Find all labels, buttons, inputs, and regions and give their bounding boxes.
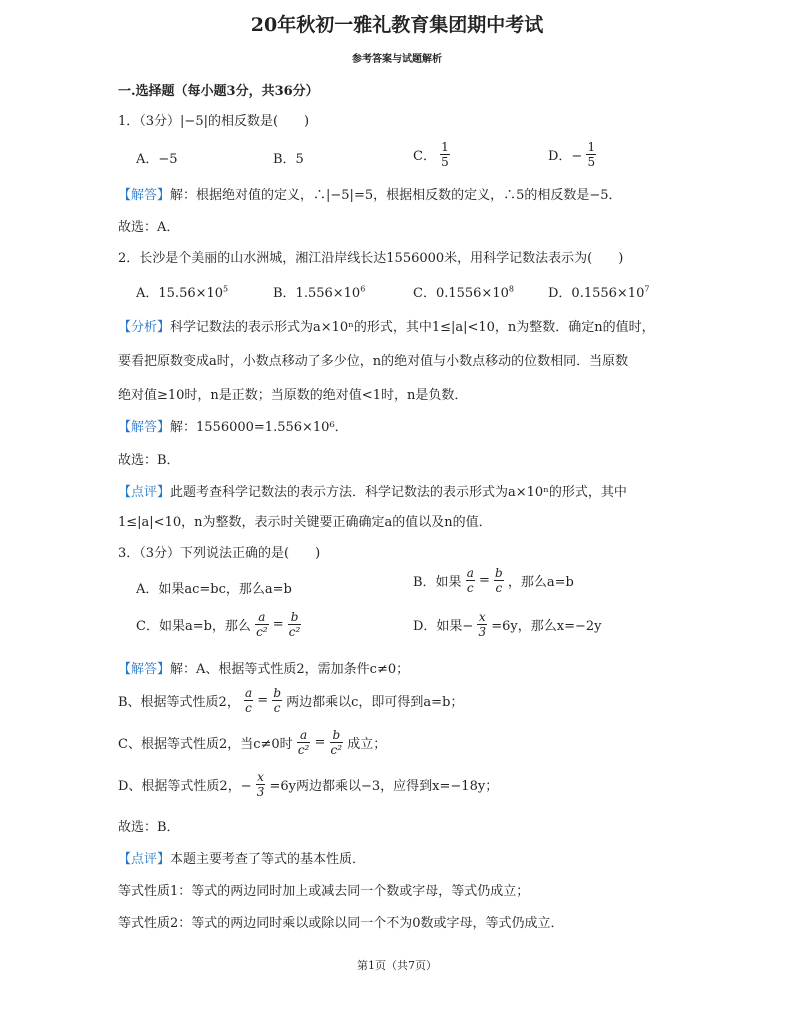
q1-option-c-label: C．: [413, 149, 436, 164]
answer-tag: 【解答】: [118, 420, 171, 435]
analysis-tag: 【分析】: [118, 320, 171, 335]
page-footer: 第1页（共7页）: [357, 959, 437, 972]
numerator: b: [273, 686, 281, 700]
section-heading: 一.选择题（每小题3分，共36分）: [118, 84, 319, 99]
q2-option-c: [413, 282, 514, 301]
fraction: [256, 770, 266, 799]
equals: =: [314, 735, 326, 750]
fraction: [494, 566, 504, 595]
comment-text: 此题考查科学记数法的表示方法．科学记数法的表示形式为a×10ⁿ的形式，其中: [170, 485, 627, 500]
numerator: x: [478, 610, 486, 624]
q1-option-b: B．5: [273, 152, 304, 167]
document-subtitle: 参考答案与试题解析: [352, 54, 442, 65]
fraction: [466, 566, 475, 595]
numerator: x: [257, 770, 264, 784]
q3-answer: [118, 658, 409, 677]
q2-choose: 故选：B．: [118, 453, 180, 468]
q2-option-d: [548, 282, 649, 301]
numerator: 1: [587, 140, 596, 154]
denominator: 3: [478, 625, 487, 639]
q3-property-1: 等式性质1：等式的两边同时加上或减去同一个数或字母，等式仍成立；: [118, 884, 530, 899]
fraction: [272, 686, 282, 715]
denominator: c²: [297, 743, 310, 757]
denominator: 3: [256, 785, 265, 799]
line-tail: 成立；: [347, 737, 387, 752]
answer-tag: 【解答】: [118, 662, 171, 677]
denominator: c: [245, 701, 252, 715]
q3-comment: [118, 848, 365, 867]
q1-option-a: A．−5: [136, 152, 178, 167]
answer-text: 解：根据绝对值的定义，∴|−5|=5，根据相反数的定义，∴5的相反数是−5．: [170, 188, 622, 203]
q2-analysis-1: [118, 316, 655, 335]
document-title: 20年秋初一雅礼教育集团期中考试: [250, 14, 544, 36]
option-label: C．如果a=b，那么: [136, 619, 251, 634]
q2-comment-2: 1≤|a|<10，n为整数，表示时关键要正确确定a的值以及n的值．: [118, 515, 492, 530]
q2-comment-1: [118, 481, 627, 500]
q1-stem: 1．（3分）|−5|的相反数是( ): [118, 114, 310, 129]
option-text: C．0.1556×10: [413, 286, 509, 301]
numerator: 1: [441, 140, 449, 154]
denominator: c²: [256, 625, 268, 639]
option-label: B．如果: [413, 575, 462, 590]
q1-choose: 故选：A．: [118, 220, 180, 235]
exponent: 6: [360, 284, 366, 294]
q1-answer: [118, 184, 622, 203]
line-tail: 两边都乘以c，即可得到a=b；: [286, 695, 464, 710]
fraction: [297, 728, 311, 757]
q1-option-d-fraction: [586, 140, 596, 169]
q3-option-a: A．如果ac=bc，那么a=b: [136, 582, 292, 597]
q3-option-d: [413, 610, 602, 639]
line-text: B、根据等式性质2，: [118, 695, 240, 710]
numerator: a: [255, 610, 269, 625]
q3-option-b: [413, 566, 574, 595]
numerator: a: [466, 566, 474, 580]
fraction: [330, 728, 344, 757]
answer-text: 解：A、根据等式性质2，需加条件c≠0；: [170, 662, 410, 677]
exponent: 8: [508, 284, 514, 294]
q3-option-c: [136, 610, 301, 639]
option-tail: ，那么a=b: [507, 575, 574, 590]
q3-line-c: [118, 728, 386, 757]
analysis-text: 科学记数法的表示形式为a×10ⁿ的形式，其中1≤|a|<10，n为整数．确定n的值时，: [170, 320, 655, 335]
denominator: 5: [587, 155, 596, 169]
numerator: b: [288, 610, 302, 625]
comment-text: 本题主要考查了等式的基本性质．: [170, 852, 366, 867]
q2-analysis-3: 绝对值≥10时，n是正数；当原数的绝对值<1时，n是负数．: [118, 388, 468, 403]
q2-option-b: [273, 282, 365, 301]
denominator: c: [466, 581, 474, 595]
option-text: A．15.56×10: [136, 286, 224, 301]
q3-line-d: [118, 770, 498, 799]
q1-option-c: [413, 140, 450, 169]
line-text: C、根据等式性质2，当c≠0时: [118, 737, 293, 752]
fraction: [477, 610, 487, 639]
q3-stem: 3．（3分）下列说法正确的是( ): [118, 546, 321, 561]
exponent: 7: [644, 284, 650, 294]
equals: =: [257, 693, 269, 708]
fraction: [288, 610, 302, 639]
numerator: b: [495, 566, 503, 580]
denominator: c: [273, 701, 281, 715]
numerator: a: [244, 686, 253, 700]
option-label: D．如果−: [413, 619, 474, 634]
denominator: 5: [441, 155, 449, 169]
numerator: b: [330, 728, 344, 743]
equals: =: [272, 617, 284, 632]
q2-answer: [118, 416, 348, 435]
equals: =: [479, 573, 490, 588]
line-text: D、根据等式性质2，−: [118, 779, 252, 794]
fraction: [255, 610, 269, 639]
fraction: [244, 686, 253, 715]
option-text: B．1.556×10: [273, 286, 361, 301]
answer-tag: 【解答】: [118, 188, 171, 203]
denominator: c²: [330, 743, 343, 757]
q1-option-c-fraction: [440, 140, 450, 169]
line-tail: =6y两边都乘以−3，应得到x=−18y；: [269, 779, 499, 794]
denominator: c²: [288, 625, 301, 639]
comment-tag: 【点评】: [118, 485, 171, 500]
q2-analysis-2: 要看把原数变成a时，小数点移动了多少位，n的绝对值与小数点移动的位数相同．当原数: [118, 354, 629, 369]
answer-text: 解：1556000=1.556×10⁶．: [170, 420, 348, 435]
q3-property-2: 等式性质2：等式的两边同时乘以或除以同一个不为0数或字母，等式仍成立．: [118, 916, 564, 931]
denominator: c: [495, 581, 503, 595]
comment-tag: 【点评】: [118, 852, 171, 867]
q2-stem: 2．长沙是个美丽的山水洲城，湘江沿岸线长达1556000米，用科学记数法表示为( ): [118, 251, 624, 266]
numerator: a: [297, 728, 311, 743]
q3-line-b: [118, 686, 463, 715]
option-tail: =6y，那么x=−2y: [491, 619, 602, 634]
q2-option-a: [136, 282, 228, 301]
q3-choose: 故选：B．: [118, 820, 180, 835]
q1-option-d-label: D．−: [548, 149, 583, 164]
q1-option-d: [548, 140, 596, 169]
exponent: 5: [223, 284, 229, 294]
option-text: D．0.1556×10: [548, 286, 645, 301]
